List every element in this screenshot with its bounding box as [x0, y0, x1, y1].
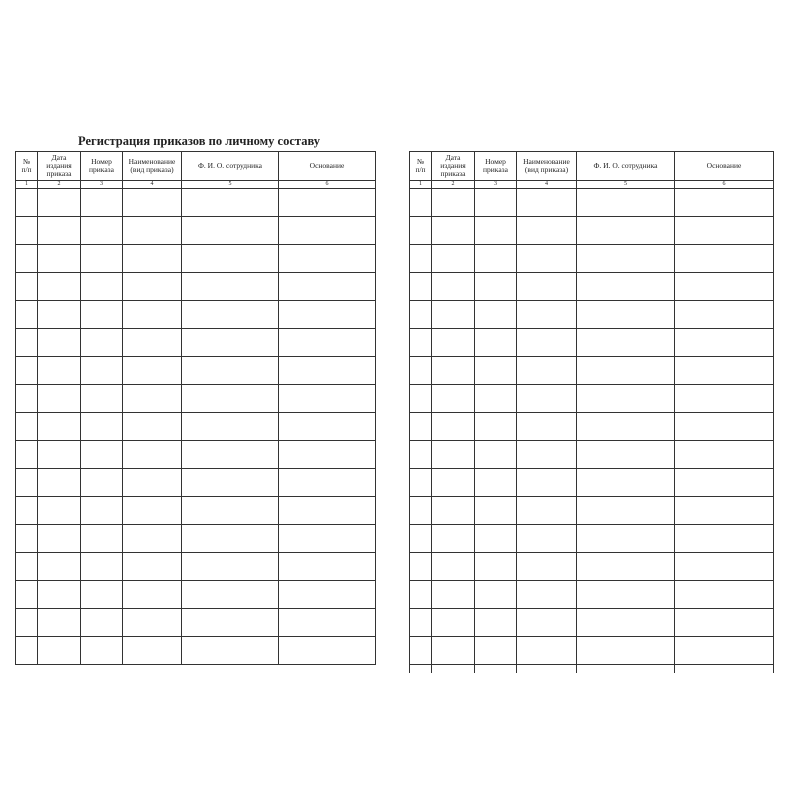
table-row: [16, 217, 376, 245]
header-cell-basis: Основание: [675, 152, 774, 181]
table-row: [410, 441, 774, 469]
table-cell: [675, 385, 774, 413]
table-cell: [517, 469, 577, 497]
table-cell: [475, 413, 517, 441]
column-number: 4: [517, 181, 577, 189]
table-cell: [517, 189, 577, 217]
table-cell: [577, 581, 675, 609]
table-cell: [475, 665, 517, 674]
table-row: [410, 245, 774, 273]
table-cell: [675, 637, 774, 665]
header-cell-order-number: Номер приказа: [475, 152, 517, 181]
table-cell: [410, 217, 432, 245]
table-cell: [410, 329, 432, 357]
table-cell: [123, 609, 182, 637]
table-cell: [81, 245, 123, 273]
table-cell: [432, 665, 475, 674]
table-row: [16, 357, 376, 385]
table-cell: [123, 413, 182, 441]
table-cell: [81, 441, 123, 469]
table-cell: [517, 301, 577, 329]
table-cell: [432, 525, 475, 553]
table-row: [16, 553, 376, 581]
table-cell: [38, 497, 81, 525]
table-cell: [123, 329, 182, 357]
table-cell: [675, 245, 774, 273]
table-cell: [475, 581, 517, 609]
table-cell: [123, 301, 182, 329]
table-header-row: [16, 152, 376, 181]
table-cell: [517, 581, 577, 609]
table-cell: [182, 469, 279, 497]
table-cell: [16, 413, 38, 441]
table-cell: [475, 469, 517, 497]
table-cell: [432, 273, 475, 301]
table-cell: [577, 413, 675, 441]
header-cell-basis: Основание: [279, 152, 376, 181]
table-cell: [81, 189, 123, 217]
table-cell: [410, 385, 432, 413]
table-cell: [182, 189, 279, 217]
table-cell: [123, 525, 182, 553]
table-cell: [475, 245, 517, 273]
table-row: [16, 273, 376, 301]
table-cell: [81, 329, 123, 357]
table-row: [410, 413, 774, 441]
table-cell: [38, 329, 81, 357]
table-cell: [279, 441, 376, 469]
table-cell: [38, 357, 81, 385]
table-cell: [81, 217, 123, 245]
table-cell: [475, 553, 517, 581]
table-cell: [675, 441, 774, 469]
table-cell: [432, 329, 475, 357]
column-number: 5: [577, 181, 675, 189]
table-cell: [577, 441, 675, 469]
table-cell: [432, 357, 475, 385]
table-cell: [475, 273, 517, 301]
table-row: [410, 217, 774, 245]
table-cell: [279, 217, 376, 245]
table-cell: [123, 553, 182, 581]
table-row: [16, 245, 376, 273]
table-cell: [279, 637, 376, 665]
column-number: 1: [16, 181, 38, 189]
table-cell: [577, 273, 675, 301]
table-cell: [279, 245, 376, 273]
table-cell: [577, 301, 675, 329]
table-cell: [16, 189, 38, 217]
table-cell: [432, 441, 475, 469]
table-cell: [517, 329, 577, 357]
table-cell: [517, 553, 577, 581]
page-title: Регистрация приказов по личному составу: [78, 134, 321, 148]
header-cell-date: Дата издания приказа: [432, 152, 475, 181]
header-cell-employee-name: Ф. И. О. сотрудника: [182, 152, 279, 181]
table-cell: [279, 329, 376, 357]
table-row: [410, 581, 774, 609]
table-cell: [410, 357, 432, 385]
table-row: [410, 525, 774, 553]
table-cell: [517, 357, 577, 385]
table-cell: [123, 581, 182, 609]
table-cell: [38, 245, 81, 273]
table-row: [16, 189, 376, 217]
table-cell: [410, 665, 432, 674]
table-cell: [675, 497, 774, 525]
table-cell: [182, 245, 279, 273]
table-cell: [475, 637, 517, 665]
table-cell: [475, 357, 517, 385]
table-cell: [182, 273, 279, 301]
table-cell: [16, 357, 38, 385]
column-number-row: [410, 181, 774, 189]
table-cell: [432, 497, 475, 525]
table-cell: [182, 329, 279, 357]
column-number: 2: [38, 181, 81, 189]
table-cell: [123, 441, 182, 469]
table-cell: [475, 385, 517, 413]
column-number: 2: [432, 181, 475, 189]
table-cell: [38, 189, 81, 217]
table-cell: [182, 217, 279, 245]
table-cell: [16, 245, 38, 273]
table-cell: [38, 637, 81, 665]
table-cell: [38, 217, 81, 245]
table-cell: [182, 301, 279, 329]
table-cell: [675, 581, 774, 609]
table-cell: [577, 469, 675, 497]
table-cell: [38, 441, 81, 469]
table-cell: [432, 301, 475, 329]
table-cell: [279, 553, 376, 581]
table-cell: [123, 357, 182, 385]
table-cell: [577, 637, 675, 665]
table-cell: [517, 273, 577, 301]
table-cell: [38, 581, 81, 609]
table-row: [16, 525, 376, 553]
table-cell: [38, 525, 81, 553]
table-cell: [123, 385, 182, 413]
column-number: 5: [182, 181, 279, 189]
table-cell: [675, 525, 774, 553]
table-cell: [577, 609, 675, 637]
table-cell: [410, 273, 432, 301]
table-cell: [432, 413, 475, 441]
table-cell: [81, 301, 123, 329]
table-cell: [38, 301, 81, 329]
table-cell: [279, 469, 376, 497]
header-cell-order-type: Наименование (вид приказа): [123, 152, 182, 181]
table-row: [410, 189, 774, 217]
table-row: [410, 385, 774, 413]
table-header-row: [410, 152, 774, 181]
table-cell: [279, 497, 376, 525]
table-cell: [410, 441, 432, 469]
table-cell: [410, 469, 432, 497]
table-cell: [410, 637, 432, 665]
table-cell: [81, 637, 123, 665]
table-cell: [182, 581, 279, 609]
table-cell: [432, 217, 475, 245]
table-cell: [432, 189, 475, 217]
table-cell: [432, 609, 475, 637]
table-cell: [675, 469, 774, 497]
table-cell: [475, 609, 517, 637]
table-row: [16, 497, 376, 525]
table-cell: [81, 497, 123, 525]
table-cell: [410, 581, 432, 609]
table-cell: [279, 581, 376, 609]
table-cell: [577, 497, 675, 525]
table-cell: [432, 469, 475, 497]
column-number: 1: [410, 181, 432, 189]
table-cell: [81, 273, 123, 301]
table-cell: [410, 609, 432, 637]
table-cell: [432, 553, 475, 581]
table-cell: [675, 357, 774, 385]
table-cell: [279, 273, 376, 301]
table-row: [410, 273, 774, 301]
header-cell-date: Дата издания приказа: [38, 152, 81, 181]
table-cell: [182, 497, 279, 525]
table-cell: [16, 525, 38, 553]
table-cell: [81, 581, 123, 609]
table-cell: [410, 497, 432, 525]
table-row: [410, 497, 774, 525]
table-cell: [577, 329, 675, 357]
table-cell: [432, 245, 475, 273]
table-cell: [182, 413, 279, 441]
table-cell: [16, 581, 38, 609]
table-cell: [38, 553, 81, 581]
table-row: [16, 441, 376, 469]
table-row: [410, 469, 774, 497]
table-cell: [475, 497, 517, 525]
table-cell: [123, 189, 182, 217]
table-cell: [577, 525, 675, 553]
table-cell: [81, 553, 123, 581]
table-cell: [182, 609, 279, 637]
table-row: [16, 385, 376, 413]
table-cell: [432, 581, 475, 609]
table-row: [16, 637, 376, 665]
table-cell: [123, 637, 182, 665]
table-cell: [475, 525, 517, 553]
table-cell: [577, 245, 675, 273]
table-cell: [577, 189, 675, 217]
table-row: [16, 609, 376, 637]
column-number: 4: [123, 181, 182, 189]
table-cell: [675, 301, 774, 329]
table-cell: [16, 553, 38, 581]
table-cell: [182, 357, 279, 385]
table-cell: [182, 441, 279, 469]
table-cell: [38, 273, 81, 301]
table-cell: [475, 217, 517, 245]
table-cell: [279, 609, 376, 637]
table-cell: [517, 637, 577, 665]
table-cell: [38, 385, 81, 413]
table-cell: [16, 217, 38, 245]
table-cell: [517, 609, 577, 637]
table-cell: [410, 189, 432, 217]
table-row: [410, 637, 774, 665]
table-cell: [432, 637, 475, 665]
table-cell: [675, 329, 774, 357]
table-row: [410, 665, 774, 674]
table-cell: [577, 385, 675, 413]
header-cell-order-type: Наименование (вид приказа): [517, 152, 577, 181]
table-cell: [279, 301, 376, 329]
table-cell: [16, 301, 38, 329]
table-cell: [182, 553, 279, 581]
table-cell: [675, 189, 774, 217]
table-row: [410, 329, 774, 357]
column-number: 3: [81, 181, 123, 189]
table-row: [410, 609, 774, 637]
table-cell: [182, 637, 279, 665]
table-cell: [517, 217, 577, 245]
table-cell: [517, 245, 577, 273]
table-cell: [675, 665, 774, 674]
table-cell: [279, 189, 376, 217]
table-cell: [517, 441, 577, 469]
table-cell: [38, 469, 81, 497]
table-cell: [123, 469, 182, 497]
table-cell: [16, 441, 38, 469]
table-cell: [475, 301, 517, 329]
table-cell: [38, 413, 81, 441]
table-cell: [16, 273, 38, 301]
table-cell: [675, 553, 774, 581]
column-number: 6: [675, 181, 774, 189]
table-cell: [16, 637, 38, 665]
table-row: [16, 469, 376, 497]
table-cell: [517, 497, 577, 525]
header-cell-number: № п/п: [410, 152, 432, 181]
table-cell: [410, 413, 432, 441]
table-cell: [410, 553, 432, 581]
table-cell: [475, 189, 517, 217]
table-cell: [675, 609, 774, 637]
table-cell: [81, 413, 123, 441]
table-cell: [279, 413, 376, 441]
table-cell: [81, 385, 123, 413]
table-cell: [182, 385, 279, 413]
table-row: [16, 301, 376, 329]
table-row: [16, 329, 376, 357]
table-row: [16, 413, 376, 441]
table-cell: [577, 217, 675, 245]
column-number: 3: [475, 181, 517, 189]
table-cell: [475, 329, 517, 357]
table-cell: [279, 525, 376, 553]
table-cell: [123, 497, 182, 525]
table-cell: [675, 273, 774, 301]
table-cell: [123, 273, 182, 301]
table-cell: [517, 385, 577, 413]
column-number: 6: [279, 181, 376, 189]
table-cell: [410, 301, 432, 329]
table-cell: [81, 609, 123, 637]
register-table-left: [15, 151, 376, 665]
table-cell: [182, 525, 279, 553]
table-cell: [16, 385, 38, 413]
table-cell: [675, 217, 774, 245]
column-number-row: [16, 181, 376, 189]
table-cell: [16, 497, 38, 525]
table-cell: [577, 553, 675, 581]
table-cell: [16, 609, 38, 637]
table-cell: [16, 469, 38, 497]
table-cell: [38, 609, 81, 637]
table-cell: [675, 413, 774, 441]
table-cell: [81, 525, 123, 553]
register-table-right: [409, 151, 774, 673]
table-cell: [123, 217, 182, 245]
table-cell: [81, 469, 123, 497]
table-cell: [123, 245, 182, 273]
table-row: [410, 357, 774, 385]
table-cell: [16, 329, 38, 357]
header-cell-number: № п/п: [16, 152, 38, 181]
table-row: [410, 553, 774, 581]
table-row: [410, 301, 774, 329]
table-cell: [81, 357, 123, 385]
header-cell-order-number: Номер приказа: [81, 152, 123, 181]
table-cell: [279, 385, 376, 413]
table-cell: [410, 245, 432, 273]
table-cell: [279, 357, 376, 385]
table-cell: [517, 413, 577, 441]
table-cell: [517, 665, 577, 674]
table-cell: [517, 525, 577, 553]
table-cell: [475, 441, 517, 469]
table-cell: [432, 385, 475, 413]
table-cell: [577, 357, 675, 385]
table-row: [16, 581, 376, 609]
table-cell: [577, 665, 675, 674]
table-cell: [410, 525, 432, 553]
header-cell-employee-name: Ф. И. О. сотрудника: [577, 152, 675, 181]
